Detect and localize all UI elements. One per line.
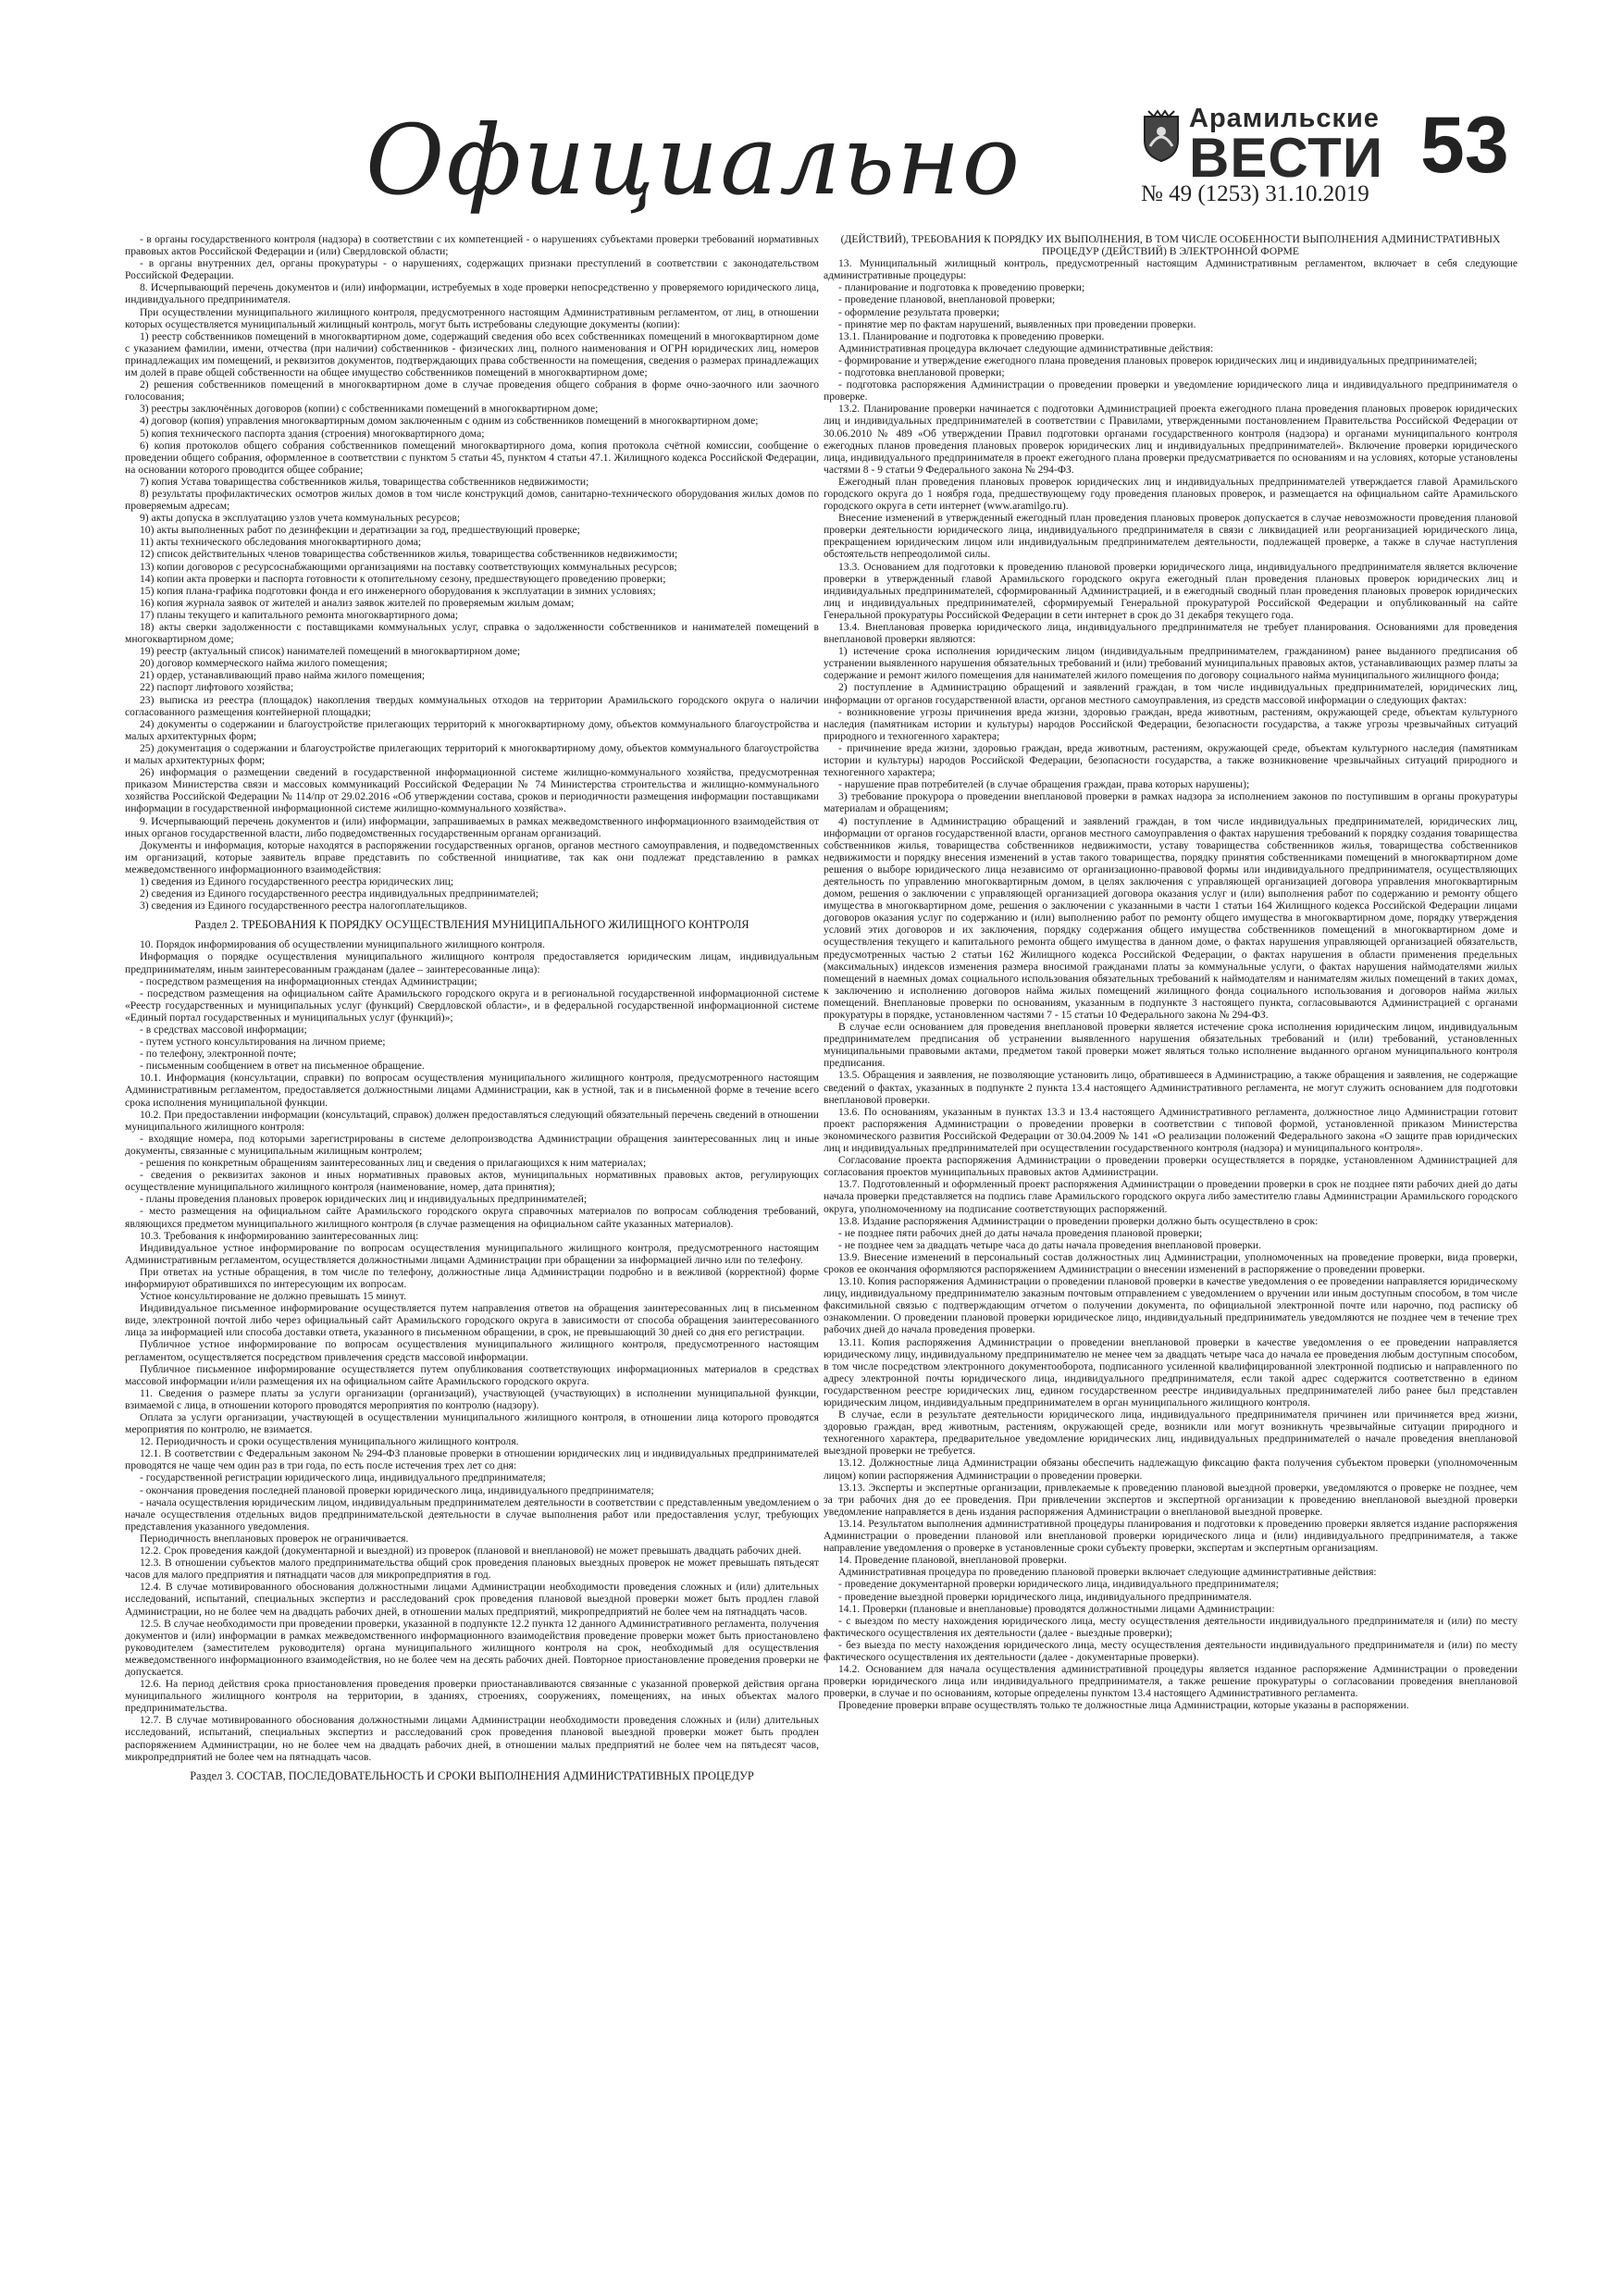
paragraph: 10) акты выполненных работ по дезинфекции и дератизации за год, предшествующий проверке; (140, 524, 580, 537)
paragraph: В случае, если в результате деятельности юридического лица, индивидуального предпринимателя причинен или причиняется вред жизни, здоровью граждан, вред животным, растениям, окружающей среде, возникли или могут возникнуть чрезвычайные ситуации природного и техногенного характера, предварительное уведомление юридических лиц, индивидуальных предпринимателей о начале проведения внеплановой выездной проверки не требуется. (824, 1409, 1518, 1458)
paragraph: - в средствах массовой информации; (140, 1024, 307, 1036)
left-column-paragraphs-after (125, 938, 819, 1762)
paragraph: Проведение проверки вправе осуществлять только те должностные лица Администрации, которые указаны в распоряжении. (838, 1699, 1409, 1712)
paragraph: В случае если основанием для проведения внеплановой проверки является истечение срока исполнения юридическим лицом, индивидуальным предпринимателем предписания об устранении выявленного нарушения обязательных требований и (или) требований, установленных муниципальными правовыми актами, предметом такой проверки может являться только исполнение выданного органом муниципального контроля предписания. (824, 1021, 1518, 1070)
paragraph: - посредством размещения на информационных стендах Администрации; (140, 974, 477, 987)
paragraph: - причинение вреда жизни, здоровью граждан, вреда животным, растениям, окружающей среде, объектам культурного наследия (памятникам истории и культуры) народов Российской Федерации, безопасности государства, а также возникновение чрезвычайных ситуаций природного и техногенного характера; (824, 741, 1518, 779)
paragraph: 8. Исчерпывающий перечень документов и (или) информации, истребуемых в ходе проверки непосредственно у проверяемого юридического лица, индивидуального предпринимателя. (125, 281, 819, 306)
paragraph: - не позднее чем за двадцать четыре часа до даты начала проведения внеплановой проверки. (838, 1238, 1261, 1251)
paragraph: 7) копия Устава товарищества собственников жилья, товарищества собственников недвижимости; (140, 475, 589, 488)
paragraph: 11) акты технического обследования многоквартирного дома; (140, 536, 422, 549)
paragraph: Информация о порядке осуществления муниципального жилищного контроля предоставляется юридическим лицам, индивидуальным предпринимателям, иным заинтересованным гражданам (далее – заинтересованные лица): (125, 950, 819, 975)
paragraph: 1) истечение срока исполнения юридическим лицом (индивидуальным предпринимателем, гражданином) ранее выданного предписания об устранении выявленного нарушения обязательных требований и (или) требований муниципальных правовых актов, устанавливающих размер платы за содержание и ремонт жилого помещения для нанимателей жилого помещения по договору социального найма муниципального жилищного фонда; (824, 645, 1518, 682)
paragraph: 12.5. В случае необходимости при проведении проверки, указанной в подпункте 12.2 пункта 12 данного Административного регламента, получения документов и (или) информации в рамках межведомственного информационного взаимодействия проведение проверки может быть приостановлено руководителем (заместителем руководителя) органа муниципального жилищного контроля на срок, необходимый для осуществления межведомственного информационного взаимодействия, но не более чем на десять рабочих дней. Повторное приостановление проведения проверки не допускается. (125, 1617, 819, 1678)
paragraph: 13.12. Должностные лица Администрации обязаны обеспечить надлежащую фиксацию факта получения субъектом проверки (уполномоченным лицом) копии распоряжения Администрации о проведении проверки. (824, 1457, 1518, 1482)
paragraph: - решения по конкретным обращениям заинтересованных лиц и сведения о прилагающихся к ним материалах; (140, 1157, 647, 1170)
paragraph: 21) ордер, устанавливающий право найма жилого помещения; (140, 669, 426, 682)
paragraph: 13.14. Результатом выполнения административной процедуры планирования и подготовки к проведению проверки является издание распоряжения Администрации о проведении плановой или внеплановой проверки юридического лица и (или) индивидуального предпринимателя, а также направление уведомления о проверке в установленные сроки субъекту проверки, экспертам и экспертным организациям. (824, 1517, 1518, 1555)
paragraph: 13.10. Копия распоряжения Администрации о проведении плановой проверки в качестве уведомления о ее проведении направляется юридическому лицу, индивидуальному предпринимателю заказным почтовым отправлением с уведомлением о вручении или иным доступным способом, в том числе факсимильной связью с подтверждающим отчетом о получении документа, по официальной электронной почте или нарочно, под расписку об ознакомлении. О проведении плановой проверки юридическое лицо, индивидуальный предприниматель уведомляются не позднее чем в течение трех рабочих дней до начала проведения проверки. (824, 1275, 1518, 1336)
right-column (824, 233, 1518, 2255)
paragraph: Документы и информация, которые находятся в распоряжении государственных органов, органов местного самоуправления, и подведомственных им организаций, которые заявитель вправе представить по собственной инициативе, так как они подлежат представлению в рамках межведомственного информационного взаимодействия: (125, 838, 819, 875)
paragraph: 17) планы текущего и капитального ремонта многоквартирного дома; (140, 608, 458, 621)
paragraph: 20) договор коммерческого найма жилого помещения; (140, 657, 388, 670)
paragraph: - проведение документарной проверки юридического лица, индивидуального предпринимателя; (838, 1578, 1279, 1591)
paragraph: 18) акты сверки задолженности с поставщиками коммунальных услуг, справка о задолженности собственников и нанимателей помещений в многоквартирном доме; (125, 621, 819, 646)
paragraph: Согласование проекта распоряжения Администрации о проведении проверки осуществляется в порядке, установленном Администрацией для согласования проектов муниципальных правовых актов Администрации. (824, 1154, 1518, 1179)
paragraph: 1) сведения из Единого государственного реестра юридических лиц; (140, 875, 454, 887)
paragraph: 13.4. Внеплановая проверка юридического лица, индивидуального предпринимателя не требует планирования. Основаниями для проведения внеплановой проверки являются: (824, 621, 1518, 646)
page-number: 53 (1420, 101, 1509, 190)
paragraph: 14. Проведение плановой, внеплановой проверки. (838, 1554, 1067, 1567)
paragraph: 16) копия журнала заявок от жителей и анализ заявок жителей по проверяемым жилым домам; (140, 596, 575, 609)
paragraph: 5) копия технического паспорта здания (строения) многоквартирного дома; (140, 427, 485, 440)
paragraph: - нарушение прав потребителей (в случае обращения граждан, права которых нарушены); (838, 778, 1250, 791)
paragraph: - посредством размещения на официальном сайте Арамильского городского округа и в региональной государственной информационной системе «Реестр государственных и муниципальных услуг (функций) Свердловской области», и в федеральной государственной информационной системе «Единый портал государственных и муниципальных услуг (функций)»; (125, 987, 819, 1024)
masthead (1189, 104, 1383, 189)
paragraph: - проведение плановой, внеплановой проверки; (838, 293, 1056, 306)
section-title: Официально (365, 104, 1022, 217)
paragraph: - по телефону, электронной почте; (140, 1048, 297, 1061)
paragraph: - подготовка внеплановой проверки; (838, 366, 1005, 379)
paragraph: - без выезда по месту нахождения юридического лица, месту осуществления деятельности индивидуального предпринимателя и (или) по месту фактического осуществления их деятельности (далее - документарные проверки). (824, 1638, 1518, 1663)
paragraph: Устное консультирование не должно превышать 15 минут. (140, 1290, 407, 1303)
paragraph: Ежегодный план проведения плановых проверок юридических лиц и индивидуальных предпринимателей утверждается главой Арамильского городского округа до 1 ноября года, предшествующему году проведения плановых проверок, и размещается на официальном сайте Арамильского городского округа в сети интернет (www.aramilgo.ru). (824, 475, 1518, 513)
left-column (125, 233, 819, 2255)
paragraph: - государственной регистрации юридического лица, индивидуального предпринимателя; (140, 1471, 546, 1484)
paragraph: Индивидуальное письменное информирование осуществляется путем направления ответов на обращения заинтересованных лиц в письменном виде, электронной почтой либо через официальный сайт Арамильского городского округа в зависимости от способа обращения заинтересованного лица за информацией или способа доставки ответа, указанного в письменном обращении, в срок, не превышающий 30 дней со дня его регистрации. (125, 1302, 819, 1339)
paragraph: 13.3. Основанием для подготовки к проведению плановой проверки юридического лица, индивидуального предпринимателя является включение проверки в утвержденный главой Арамильского городского округа ежегодный план проведения плановых проверок юридических лиц и индивидуальных предпринимателей, сформированный Администрацией, и в ежегодный сводный план проведения плановых проверок юридических лиц и индивидуальных предпринимателей, сформируемый Генеральной прокуратурой Российской Федерации и опубликованный на сайте Генеральной прокуратуры Российской Федерации в сети интернет в срок до 31 декабря текущего года. (824, 560, 1518, 621)
right-column-paragraphs (824, 257, 1518, 1711)
paragraph: - входящие номера, под которыми зарегистрированы в системе делопроизводства Администрации обращения заинтересованных лиц и иные документы, связанные с муниципальным жилищным контролем; (125, 1132, 819, 1157)
paragraph: Публичное письменное информирование осуществляется путем опубликования соответствующих информационных материалов в средствах массовой информации и/или размещения их на официальном сайте Арамильского городского округа. (125, 1362, 819, 1387)
paragraph: Оплата за услуги организации, участвующей в осуществлении муниципального жилищного контроля, в отношении лица которого проводятся мероприятия по контролю, не взимается. (125, 1411, 819, 1436)
paragraph: 8) результаты профилактических осмотров жилых домов в том числе конструкций домов, санитарно-технического оборудования жилых домов по проверяемым адресам; (125, 487, 819, 513)
paragraph: 13.9. Внесение изменений в персональный состав должностных лиц Администрации, уполномоченных на проведение проверки, вида проверки, сроков ее окончания оформляются распоряжением Администрации о внесении изменений в распоряжение о проведении проверки. (824, 1250, 1518, 1275)
paragraph: 14) копии акта проверки и паспорта готовности к отопительному сезону, предшествующего проведению проверки; (140, 572, 666, 585)
paragraph: 12. Периодичность и сроки осуществления муниципального жилищного контроля. (140, 1435, 519, 1448)
continued-heading: (ДЕЙСТВИЙ), ТРЕБОВАНИЯ К ПОРЯДКУ ИХ ВЫПОЛНЕНИЯ, В ТОМ ЧИСЛЕ ОСОБЕННОСТИ ВЫПОЛНЕНИЯ АДМИНИСТРАТИВНЫХ ПРОЦЕДУР (ДЕЙСТВИЙ) В ЭЛЕКТРОННОЙ ФОРМЕ (840, 233, 1501, 258)
paragraph: 9. Исчерпывающий перечень документов и (или) информации, запрашиваемых в рамках межведомственного информационного взаимодействия от иных органов государственной власти, либо подведомственных государственным органам организаций. (125, 814, 819, 839)
paragraph: 24) документы о содержании и благоустройстве прилегающих территорий к многоквартирному дому, объектов коммунального благоустройства и малых архитектурных форм; (125, 717, 819, 742)
paragraph: - планы проведения плановых проверок юридических лиц и индивидуальных предпринимателей; (140, 1193, 588, 1206)
paragraph: 2) сведения из Единого государственного реестра индивидуальных предпринимателей; (140, 887, 539, 900)
issue-number: № 49 (1253) 31.10.2019 (1141, 181, 1369, 206)
paragraph: 3) сведения из Единого государственного реестра налогоплательщиков. (140, 900, 467, 912)
paragraph: 15) копия плана-графика подготовки фонда и его инженерного оборудования к эксплуатации в зимних условиях; (140, 584, 656, 597)
paragraph: - подготовка распоряжения Администрации о проведении проверки и уведомление юридического лица и индивидуального предпринимателя о проверке. (824, 379, 1518, 403)
paragraph: 13.11. Копия распоряжения Администрации о проведении внеплановой проверки в качестве уведомления о ее проведении направляется юридическому лицу, индивидуальному предпринимателю не менее чем за двадцать четыре часа до начала ее проведения любым доступным способом, в том числе посредством электронного документооборота, подписанного усиленной квалифицированной электронной подписью и направленного по адресу электронной почты юридического лица, индивидуального предпринимателя, если такой адрес содержится соответственно в едином государственном реестре юридических лиц, едином государственном реестре индивидуальных предпринимателей либо ранее был представлен юридическим лицом, индивидуальным предпринимателем в орган муниципального жилищного контроля. (824, 1335, 1518, 1409)
paragraph: - в органы государственного контроля (надзора) в соответствии с их компетенцией - о нарушениях субъектами проверки требований нормативных правовых актов Российской Федерации и (или) Свердловской области; (125, 233, 819, 258)
section-heading-bottom: Раздел 3. СОСТАВ, ПОСЛЕДОВАТЕЛЬНОСТЬ И СРОКИ ВЫПОЛНЕНИЯ АДМИНИСТРАТИВНЫХ ПРОЦЕДУР (190, 1769, 754, 1782)
paragraph: 11. Сведения о размере платы за услуги организации (организаций), участвующей (участвующих) в исполнении муниципальной функции, взимаемой с лица, в отношении которого проводятся мероприятия по контролю (надзору). (125, 1386, 819, 1411)
paragraph: - место размещения на официальном сайте Арамильского городского округа справочных материалов по вопросам соблюдения требований, являющихся предметом муниципального жилищного контроля (в случае размещения на официальном сайте указанных материалов). (125, 1205, 819, 1230)
paragraph: - формирование и утверждение ежегодного плана проведения плановых проверок юридических лиц и индивидуальных предпринимателей; (838, 354, 1478, 366)
paragraph: 13.13. Эксперты и экспертные организации, привлекаемые к проведению плановой выездной проверки, уведомляются о проверке не позднее, чем за три рабочих дня до ее проведения. При привлечении экспертов и экспертной организации к проведению внеплановой выездной проверки уведомление направляется в день издания распоряжения Администрации о внеплановой выездной проверке. (824, 1481, 1518, 1518)
paragraph: - в органы внутренних дел, органы прокуратуры - о нарушениях, содержащих признаки преступлений в соответствии с законодательством Российской Федерации. (125, 257, 819, 282)
paragraph: 13.5. Обращения и заявления, не позволяющие установить лицо, обратившееся в Администрацию, а также обращения и заявления, не содержащие сведений о фактах, указанных в подпункте 2 пункта 13.4 настоящего Административного регламента, не могут служить основанием для подготовки внеплановой проверки. (824, 1069, 1518, 1106)
section-heading: Раздел 2. ТРЕБОВАНИЯ К ПОРЯДКУ ОСУЩЕСТВЛЕНИЯ МУНИЦИПАЛЬНОГО ЖИЛИЩНОГО КОНТРОЛЯ (194, 918, 750, 932)
masthead-brand-top: Арамильские (1189, 104, 1380, 133)
paragraph: 13.2. Планирование проверки начинается с подготовки Администрацией проекта ежегодного плана проведения плановых проверок юридических лиц и индивидуальных предпринимателей в соответствии с Правилами, утвержденными постановлением Правительства Российской Федерации от 30.06.2010 № 489 «Об утверждении Правил подготовки органами государственного контроля (надзора) и органами муниципального контроля ежегодных планов проведения плановых проверок юридических лиц и индивидуальных предпринимателей». Включение проверки юридического лица, индивидуального предпринимателя в проект ежегодного плана проверки предусматривается по основаниям и на условиях, которые установлены частями 8 - 9 статьи 9 Федерального закона № 294-ФЗ. (824, 403, 1518, 476)
paragraph: Периодичность внеплановых проверок не ограничивается. (140, 1532, 409, 1545)
paragraph: 12.3. В отношении субъектов малого предпринимательства общий срок проведения плановых выездных проверок не может превышать пятьдесят часов для малого предприятия и пятнадцати часов для микропредприятия в год. (125, 1557, 819, 1582)
paragraph: 4) поступление в Администрацию обращений и заявлений граждан, в том числе индивидуальных предпринимателей, юридических лиц, информации от органов государственной власти, органов местного самоуправления о фактах нарушения требований к порядку создания товарищества собственников жилья, товарищества собственников недвижимости, уставу товарищества собственников жилья, товарищества собственников недвижимости и порядку внесения изменений в устав такого товарищества, порядку принятия собственниками помещений в многоквартирном доме решения о выборе юридического лица независимо от организационно-правовой формы или индивидуального предпринимателя, осуществляющих деятельность по управлению многоквартирным домом, в целях заключения с управляющей организацией договора управления многоквартирным домом, решения о заключении с управляющей организацией договора оказания услуг и (или) выполнения работ по содержанию и ремонту общего имущества в многоквартирном доме, решения о заключении с указанными в части 1 статьи 164 Жилищного кодекса Российской Федерации лицами договоров оказания услуг по содержанию и (или) выполнению работ по ремонту общего имущества в многоквартирном доме, порядку утверждения условий этих договоров и их заключения, порядку содержания общего имущества собственников помещений в многоквартирном доме и осуществления текущего и капитального ремонта общего имущества в данном доме, о фактах нарушения управляющей организацией обязательств, предусмотренных частью 2 статьи 162 Жилищного кодекса Российской Федерации, о фактах нарушения в области применения предельных (максимальных) индексов изменения размера вносимой гражданами платы за коммунальные услуги, о фактах нарушения наймодателями жилых помещений в наемных домах социального использования обязательных требований к наймодателям и нанимателям жилых помещений в таких домах, к заключению и исполнению договоров найма жилых помещений жилищного фонда социального использования и договоров найма жилых помещений. Внеплановые проверки по основаниям, указанным в подпункте 3 настоящего пункта, согласовываются Администрацией с органами прокуратуры в порядке, установленном частями 7 - 15 статьи 10 Федерального закона № 294-ФЗ. (824, 814, 1518, 1021)
paragraph: - принятие мер по фактам нарушений, выявленных при проведении проверки. (838, 317, 1196, 330)
left-column-paragraphs (125, 233, 819, 912)
paragraph: - проведение выездной проверки юридического лица, индивидуального предпринимателя. (838, 1590, 1252, 1603)
page-header (0, 0, 1623, 236)
paragraph: - письменным сообщением в ответ на письменное обращение. (140, 1060, 425, 1073)
paragraph: 13.7. Подготовленный и оформленный проект распоряжения Администрации о проведении проверки в срок не позднее пяти рабочих дней до даты начала проверки представляется на подпись главе Арамильского городского округа либо заместителю главы Администрации Арамильского городского округа, уполномоченному на подписание соответствующих распоряжений. (824, 1178, 1518, 1215)
paragraph: При ответах на устные обращения, в том числе по телефону, должностные лица Администрации подробно и в вежливой (корректной) форме информируют обратившихся по интересующим их вопросам. (125, 1265, 819, 1290)
paragraph: Индивидуальное устное информирование по вопросам осуществления муниципального жилищного контроля, предусмотренного настоящим Административным регламентом, осуществляется должностными лицами Администрации при обращении за информацией лично или по телефону. (125, 1241, 819, 1266)
paragraph: 13.8. Издание распоряжения Администрации о проведении проверки должно быть осуществлено в срок: (838, 1214, 1319, 1227)
paragraph: - окончания проведения последней плановой проверки юридического лица, индивидуального предпринимателя; (140, 1483, 654, 1496)
paragraph: 9) акты допуска в эксплуатацию узлов учета коммунальных ресурсов; (140, 512, 461, 525)
paragraph: Внесение изменений в утвержденный ежегодный план проведения плановых проверок допускается в случае невозможности проведения плановой проверки деятельности юридического лица, индивидуального предпринимателя в связи с ликвидацией или реорганизацией юридического лица, прекращением юридическим лицом или индивидуальным предпринимателем деятельности, подлежащей проверке, а также в случае наступления обстоятельств непреодолимой силы. (824, 512, 1518, 561)
paragraph: При осуществлении муниципального жилищного контроля, предусмотренного настоящим Административным регламентом, от лиц, в отношении которых осуществляется муниципальный жилищный контроль, могут быть истребованы следующие документы (копии): (125, 305, 819, 330)
paragraph: Административная процедура по проведению плановой проверки включает следующие административные действия: (838, 1566, 1377, 1579)
paragraph: 12.4. В случае мотивированного обоснования должностными лицами Администрации необходимости проведения сложных и (или) длительных исследований, испытаний, специальных экспертиз и расследований срок проведения плановой выездной проверки может быть продлен главой Администрации, но не более чем на двадцать рабочих дней, в отношении малых предприятий, микропредприятий не более чем на пятнадцать часов. (125, 1581, 819, 1618)
paragraph: 26) информация о размещении сведений в государственной информационной системе жилищно-коммунального хозяйства, предусмотренная приказом Министерства связи и массовых коммуникаций Российской Федерации № 74 Министерства строительства и жилищно-коммунального хозяйства Российской Федерации № 114/пр от 29.02.2016 «Об утверждении состава, сроков и периодичности размещения информации поставщиками информации в государственной информационной системе жилищно-коммунального хозяйства». (125, 766, 819, 815)
paragraph: 12.7. В случае мотивированного обоснования должностными лицами Администрации необходимости проведения сложных и (или) длительных исследований, испытаний, специальных экспертиз и расследований срок проведения плановой выездной проверки может быть продлен распоряжением Администрации, но не более чем на двадцать рабочих дней, в отношении малых предприятий не более чем на пятьдесят часов, микропредприятий не более чем на пятнадцать часов. (125, 1714, 819, 1763)
paragraph: Публичное устное информирование по вопросам осуществления муниципального жилищного контроля, предусмотренного настоящим регламентом, осуществляется посредством привлечения средств массовой информации. (125, 1338, 819, 1363)
paragraph: 10. Порядок информирования об осуществлении муниципального жилищного контроля. (140, 938, 545, 951)
paragraph: 10.3. Требования к информированию заинтересованных лиц: (140, 1229, 419, 1242)
paragraph: 3) требование прокурора о проведении внеплановой проверки в рамках надзора за исполнением законов по поступившим в органы прокуратуры материалам и обращениям; (824, 790, 1518, 815)
paragraph: - сведения о реквизитах законов и иных нормативных правовых актов, муниципальных нормативных правовых актов, регулирующих осуществление муниципального жилищного контроля (наименование, номер, дата принятия); (125, 1169, 819, 1194)
paragraph: 10.1. Информация (консультации, справки) по вопросам осуществления муниципального жилищного контроля, предусмотренного настоящим Административным регламентом, предоставляется должностными лицами Администрации, как в устной, так и в письменной форме в течение всего срока исполнения муниципальной функции. (125, 1072, 819, 1109)
coat-of-arms-icon (1141, 109, 1182, 163)
paragraph: 2) решения собственников помещений в многоквартирном доме в случае проведения общего собрания в форме очно-заочного или заочного голосования; (125, 379, 819, 403)
paragraph: 13. Муниципальный жилищный контроль, предусмотренный настоящим Административным регламентом, включает в себя следующие административные процедуры: (824, 257, 1518, 282)
paragraph: - возникновение угрозы причинения вреда жизни, здоровью граждан, вреда животным, растениям, окружающей среде, объектам культурного наследия (памятникам истории и культуры) народов Российской Федерации, безопасности государства, а также угрозы чрезвычайных ситуаций природного и техногенного характера; (824, 705, 1518, 742)
paragraph: - начала осуществления юридическим лицом, индивидуальным предпринимателем деятельности в соответствии с представленным уведомлением о начале осуществления отдельных видов предпринимательской деятельности в случае выполнения работ или предоставления услуг, требующих представления указанного уведомления. (125, 1496, 819, 1533)
paragraph: Административная процедура включает следующие административные действия: (838, 341, 1214, 354)
paragraph: 13) копии договоров с ресурсоснабжающими организациями на поставку соответствующих коммунальных ресурсов; (140, 560, 677, 573)
paragraph: 12) список действительных членов товарищества собственников жилья, товарищества собственников недвижимости; (140, 548, 678, 561)
paragraph: - с выездом по месту нахождения юридического лица, месту осуществления деятельности индивидуального предпринимателя и (или) по месту фактического осуществления их деятельности (далее - выездные проверки); (824, 1614, 1518, 1639)
paragraph: 1) реестр собственников помещений в многоквартирном доме, содержащий сведения обо всех собственниках помещений в многоквартирном доме с указанием фамилии, имени, отчества (при наличии) собственников - физических лиц, полного наименования и ОГРН юридических лиц, номеров принадлежащих им помещений, и реквизитов документов, подтверждающих права собственности на помещения, сведения о размерах принадлежащих им долей в праве общей собственности на общее имущество собственников помещений в многоквартирном доме; (125, 329, 819, 379)
paragraph: 2) поступление в Администрацию обращений и заявлений граждан, в том числе индивидуальных предпринимателей, юридических лиц, информации от органов государственной власти, органов местного самоуправления, из средств массовой информации о следующих фактах: (824, 681, 1518, 706)
paragraph: - оформление результата проверки; (838, 305, 1000, 318)
paragraph: 14.1. Проверки (плановые и внеплановые) проводятся должностными лицами Администрации: (838, 1602, 1275, 1615)
paragraph: 12.1. В соответствии с Федеральным законом № 294-ФЗ плановые проверки в отношении юридических лиц и индивидуальных предпринимателей проводятся не чаще чем один раз в три года, по есть после истечения трех лет со дня: (125, 1447, 819, 1472)
paragraph: - планирование и подготовка к проведению проверки; (838, 281, 1085, 294)
paragraph: - путем устного консультирования на личном приеме; (140, 1036, 386, 1049)
paragraph: 12.6. На период действия срока приостановления проведения проверки приостанавливаются связанные с указанной проверкой действия органа муниципального жилищного контроля на территории, в зданиях, строениях, сооружениях, помещениях, на иных объектах малого предпринимательства. (125, 1678, 819, 1715)
paragraph: 25) документация о содержании и благоустройстве прилегающих территорий к многоквартирному дому, объектов коммунального благоустройства и малых архитектурных форм; (125, 741, 819, 767)
paragraph: 12.2. Срок проведения каждой (документарной и выездной) из проверок (плановой и внеплановой) не может превышать двадцать рабочих дней. (140, 1545, 801, 1558)
paragraph: 10.2. При предоставлении информации (консультаций, справок) должен предоставляться следующий обязательный перечень сведений в отношении муниципального жилищного контроля: (125, 1108, 819, 1133)
paragraph: 22) паспорт лифтового хозяйства; (140, 681, 294, 694)
paragraph: 19) реестр (актуальный список) нанимателей помещений в многоквартирном доме; (140, 645, 521, 658)
paragraph: 14.2. Основанием для начала осуществления административной процедуры является изданное распоряжение Администрации о проведении проверки юридического лица или индивидуального предпринимателя, а также решение прокуратуры о согласовании проведения внеплановой проверки, в случае и по основаниям, которые определены пунктом 13.4 настоящего Административного регламента. (824, 1663, 1518, 1700)
paragraph: 13.1. Планирование и подготовка к проведению проверки. (838, 329, 1105, 342)
paragraph: 23) выписка из реестра (площадок) накопления твердых коммунальных отходов на территории Арамильского городского округа о наличии согласованного размещения контейнерной площадки; (125, 693, 819, 718)
paragraph: 6) копия протоколов общего собрания собственников помещений многоквартирного дома, копия протокола счётной комиссии, сообщение о проведении общего собрания, оформленное в соответствии с пунктом 5 статьи 45, пунктом 4 статьи 47.1. Жилищного кодекса Российской Федерации, на основании которого проводится общее собрание; (125, 439, 819, 476)
masthead-brand-main: ВЕСТИ (1189, 127, 1383, 189)
paragraph: 13.6. По основаниям, указанным в пунктах 13.3 и 13.4 настоящего Административного регламента, должностное лицо Администрации готовит проект распоряжения Администрации о проведении проверки в соответствии с типовой формой, установленной приказом Министерства экономического развития Российской Федерации от 30.04.2009 № 141 «О реализации положений Федерального закона «О защите прав юридических лиц и индивидуальных предпринимателей при осуществлении государственного контроля (надзора) и муниципального контроля». (824, 1105, 1518, 1155)
paragraph: 3) реестры заключённых договоров (копии) с собственниками помещений в многоквартирном доме; (140, 403, 599, 416)
paragraph: 4) договор (копия) управления многоквартирным домом заключенным с одним из собственников помещений в многоквартирном доме; (140, 415, 759, 428)
paragraph: - не позднее пяти рабочих дней до даты начала проведения плановой проверки; (838, 1226, 1203, 1239)
